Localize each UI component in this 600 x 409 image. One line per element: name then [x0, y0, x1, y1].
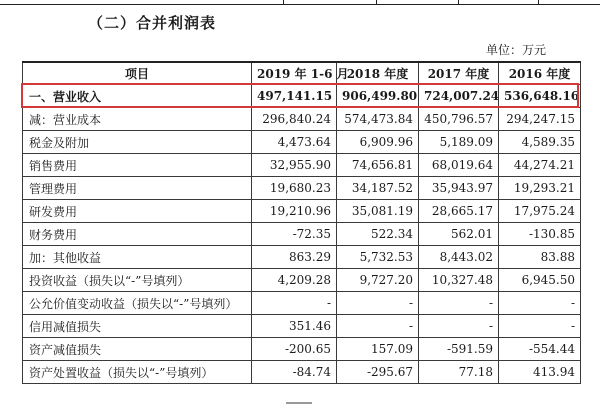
row-label: 信用减值损失 — [23, 315, 252, 338]
row-value: 68,019.64 — [419, 154, 499, 177]
row-value: 34,187.52 — [337, 177, 419, 200]
income-statement-table — [22, 61, 581, 384]
table-row — [23, 108, 581, 131]
section-heading: （二）合并利润表 — [88, 14, 217, 32]
page-top-rule — [0, 0, 600, 5]
row-value: - — [499, 315, 581, 338]
table-row — [23, 154, 581, 177]
row-value: 5,189.09 — [419, 131, 499, 154]
row-value: 19,680.23 — [252, 177, 337, 200]
header-2017: 2017 年度 — [419, 62, 499, 85]
row-value: -130.85 — [499, 223, 581, 246]
row-label: 资产减值损失 — [23, 338, 252, 361]
table-row — [23, 200, 581, 223]
row-value: 35,081.19 — [337, 200, 419, 223]
row-value: 44,274.21 — [499, 154, 581, 177]
row-value: 351.46 — [252, 315, 337, 338]
row-value: 413.94 — [499, 361, 581, 384]
row-value: -554.44 — [499, 338, 581, 361]
row-label: 加：其他收益 — [23, 246, 252, 269]
row-value: 6,909.96 — [337, 131, 419, 154]
row-value: 4,473.64 — [252, 131, 337, 154]
row-value: 74,656.81 — [337, 154, 419, 177]
table-row — [23, 361, 581, 384]
row-value: 10,327.48 — [419, 269, 499, 292]
table-row — [23, 246, 581, 269]
row-value: 19,293.21 — [499, 177, 581, 200]
table-header-row — [23, 62, 581, 85]
table-row — [23, 85, 581, 108]
row-value: 17,975.24 — [499, 200, 581, 223]
row-value: -295.67 — [337, 361, 419, 384]
row-value: - — [337, 315, 419, 338]
row-value: - — [499, 292, 581, 315]
table-row — [23, 177, 581, 200]
row-value: 522.34 — [337, 223, 419, 246]
page-number-fragment — [286, 402, 312, 409]
row-label: 投资收益（损失以“-”号填列） — [23, 269, 252, 292]
row-value: 450,796.57 — [419, 108, 499, 131]
row-value: -84.74 — [252, 361, 337, 384]
row-label: 销售费用 — [23, 154, 252, 177]
row-value: 296,840.24 — [252, 108, 337, 131]
row-label: 税金及附加 — [23, 131, 252, 154]
header-2018: 2018 年度 — [337, 62, 419, 85]
row-value: 4,209.28 — [252, 269, 337, 292]
row-value: - — [419, 315, 499, 338]
row-value: 906,499.80 — [337, 85, 419, 108]
row-value: 562.01 — [419, 223, 499, 246]
unit-label: 单位：万元 — [485, 43, 546, 57]
row-value: - — [337, 292, 419, 315]
row-value: 32,955.90 — [252, 154, 337, 177]
row-value: 8,443.02 — [419, 246, 499, 269]
header-2016: 2016 年度 — [499, 62, 581, 85]
row-value: 497,141.15 — [252, 85, 337, 108]
row-value: 77.18 — [419, 361, 499, 384]
rule-line — [0, 4, 600, 5]
row-value: 724,007.24 — [419, 85, 499, 108]
row-value: 157.09 — [337, 338, 419, 361]
table-row — [23, 223, 581, 246]
row-value: 4,589.35 — [499, 131, 581, 154]
row-value: 9,727.20 — [337, 269, 419, 292]
row-label: 管理费用 — [23, 177, 252, 200]
table-row — [23, 315, 581, 338]
row-label: 研发费用 — [23, 200, 252, 223]
row-value: -72.35 — [252, 223, 337, 246]
row-value: - — [419, 292, 499, 315]
row-value: 863.29 — [252, 246, 337, 269]
row-value: 574,473.84 — [337, 108, 419, 131]
row-label: 一、营业收入 — [23, 85, 252, 108]
row-label: 财务费用 — [23, 223, 252, 246]
row-value: -591.59 — [419, 338, 499, 361]
table-row — [23, 269, 581, 292]
row-value: 6,945.50 — [499, 269, 581, 292]
row-label: 资产处置收益（损失以“-”号填列） — [23, 361, 252, 384]
row-value: 294,247.15 — [499, 108, 581, 131]
row-value: 35,943.97 — [419, 177, 499, 200]
row-label: 减：营业成本 — [23, 108, 252, 131]
row-value: 5,732.53 — [337, 246, 419, 269]
row-value: - — [252, 292, 337, 315]
header-item: 项目 — [23, 62, 252, 85]
row-value: 28,665.17 — [419, 200, 499, 223]
row-value: 19,210.96 — [252, 200, 337, 223]
table-row — [23, 131, 581, 154]
table-row — [23, 292, 581, 315]
row-value: 536,648.16 — [499, 85, 581, 108]
row-value: -200.65 — [252, 338, 337, 361]
row-value: 83.88 — [499, 246, 581, 269]
row-label: 公允价值变动收益（损失以“-”号填列） — [23, 292, 252, 315]
header-2019h1: 2019 年 1-6 月 — [252, 62, 337, 85]
table-row — [23, 338, 581, 361]
